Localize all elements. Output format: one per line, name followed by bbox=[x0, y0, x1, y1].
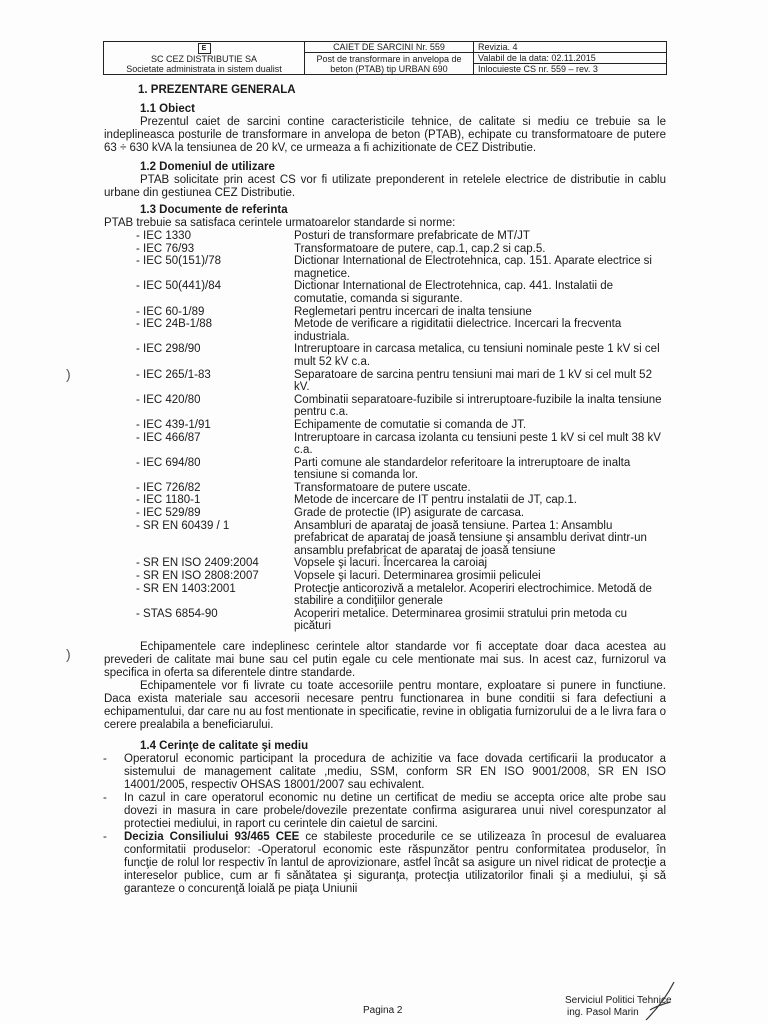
standard-row bbox=[136, 280, 662, 305]
standard-row bbox=[136, 583, 662, 608]
section-1-1-title: 1.1 Obiect bbox=[140, 103, 195, 115]
section-1-2-text: PTAB solicitate prin acest CS vor fi utilizate preponderent in retelele electrice de distributie in cablu urbane din gestiunea CEZ Distributie. bbox=[104, 174, 666, 199]
doc-title: CAIET DE SARCINI Nr. 559 bbox=[305, 42, 474, 53]
standard-code: - IEC 1180-1 bbox=[136, 494, 201, 507]
service-name: Serviciul Politici Tehnice bbox=[565, 995, 672, 1006]
document-body bbox=[104, 84, 666, 896]
standard-description: Parti comune ale standardelor referitoare la intreruptoare de inalta tensiune si comanda lor. bbox=[294, 456, 631, 482]
requirement-item: - Operatorul economic participant la procedura de achizitie va face dovada certificarii la producator a sistemului de management calitate ,mediu, SSM, conform SR EN ISO 9001/2008, SR EN ISO 14001/2005, respectiv OHSAS 18001/2007 sau echivalent. bbox=[104, 753, 666, 792]
company-admin: Societate administrata in sistem dualist bbox=[126, 64, 282, 74]
requirement-item bbox=[104, 831, 666, 896]
standard-row bbox=[136, 570, 662, 583]
standard-code: - IEC 298/90 bbox=[136, 343, 201, 356]
standard-row bbox=[136, 369, 662, 394]
cez-logo: E bbox=[198, 43, 211, 54]
decision-bold: Decizia Consiliului 93/465 CEE bbox=[124, 831, 300, 843]
standard-description: Combinatii separatoare-fuzibile si intreruptoare-fuzibile la inalta tensiune pentru c.a. bbox=[294, 393, 662, 419]
standard-code: - SR EN 1403:2001 bbox=[136, 582, 236, 595]
standards-table bbox=[136, 230, 662, 633]
standard-description: Vopsele şi lacuri. Determinarea grosimii peliculei bbox=[294, 570, 541, 583]
standard-description: Transformatoare de putere, cap.1, cap.2 si cap.5. bbox=[294, 242, 546, 255]
standard-row bbox=[136, 243, 662, 256]
standard-description: Metode de verificare a rigiditatii dielectrice. Incercari la frecventa industriala. bbox=[294, 318, 622, 343]
revision: Revizia. 4 bbox=[474, 42, 667, 53]
standard-description: Vopsele şi lacuri. Încercarea la caroiaj bbox=[294, 557, 488, 570]
standard-code: - IEC 265/1-83 bbox=[136, 368, 211, 381]
standard-row bbox=[136, 507, 662, 520]
standard-description: Grade de protectie (IP) asigurate de carcasa. bbox=[294, 507, 525, 520]
standard-code: - IEC 466/87 bbox=[136, 431, 201, 444]
handwritten-signature bbox=[640, 980, 680, 1022]
standard-code: - SR EN ISO 2808:2007 bbox=[136, 570, 259, 583]
standard-description: Echipamente de comutatie si comanda de JT. bbox=[294, 418, 527, 431]
margin-bracket-mark: ) bbox=[66, 646, 71, 662]
standard-row bbox=[136, 432, 662, 457]
signer-name: ing. Pasol Marin bbox=[567, 1007, 639, 1018]
standard-description: Transformatoare de putere uscate. bbox=[294, 481, 471, 494]
standard-code: - IEC 439-1/91 bbox=[136, 418, 211, 431]
standard-description: Metode de incercare de IT pentru instalatii de JT, cap.1. bbox=[294, 494, 577, 507]
standard-row bbox=[136, 230, 662, 243]
standard-description: Posturi de transformare prefabricate de MT/JT bbox=[294, 230, 530, 242]
section-1-3-title: 1.3 Documente de referinta bbox=[140, 204, 288, 216]
requirements-list bbox=[104, 753, 666, 896]
standard-description: Reglemetari pentru incercari de inalta tensiune bbox=[294, 305, 532, 318]
page-number: Pagina 2 bbox=[363, 1005, 403, 1016]
standard-row bbox=[136, 394, 662, 419]
standards-paragraph-1: Echipamentele care indeplinesc cerintele altor standarde vor fi acceptate doar daca acestea au prevederi de calitate mai bune sau cel putin egale cu cele mentionate mai sus. In acest caz, furnizorul va specifica in oferta sa diferentele dintre standarde. bbox=[104, 641, 666, 679]
requirement-item: - In cazul in care operatorul economic nu detine un certificat de mediu se accepta orice alte probe sau dovezi in masura in care probele/dovezile prezentate confirma asigurarea unui nivel corespunzator al protectiei mediului, in raport cu cerintele din caietul de sarcini. bbox=[104, 792, 666, 831]
margin-bracket-mark: ) bbox=[66, 366, 71, 382]
standard-row bbox=[136, 494, 662, 507]
standard-row bbox=[136, 557, 662, 570]
standard-row bbox=[136, 306, 662, 319]
section-title: 1. PREZENTARE GENERALA bbox=[138, 84, 296, 96]
company-name: SC CEZ DISTRIBUTIE SA bbox=[150, 54, 257, 64]
doc-subject: Post de transformare in anvelopa de beton (PTAB) tip URBAN 690 bbox=[305, 53, 474, 75]
company-cell bbox=[104, 42, 305, 75]
replaces: Inlocuieste CS nr. 559 – rev. 3 bbox=[474, 64, 667, 75]
standard-code: - SR EN 60439 / 1 bbox=[136, 519, 230, 532]
standard-row bbox=[136, 343, 662, 368]
standard-row bbox=[136, 608, 662, 633]
standard-row bbox=[136, 419, 662, 432]
standard-code: - IEC 694/80 bbox=[136, 456, 201, 469]
section-1-3-intro: PTAB trebuie sa satisfaca cerintele urmatoarelor standarde si norme: bbox=[104, 217, 456, 229]
standard-code: - STAS 6854-90 bbox=[136, 607, 218, 620]
standard-row bbox=[136, 255, 662, 280]
standard-code: - IEC 60-1/89 bbox=[136, 305, 205, 318]
standard-code: - IEC 1330 bbox=[136, 230, 191, 242]
section-1-2-title: 1.2 Domeniul de utilizare bbox=[140, 161, 275, 173]
standard-description: Intreruptoare in carcasa izolanta cu tensiuni peste 1 kV si cel mult 38 kV c.a. bbox=[294, 431, 661, 457]
standard-description: Acoperiri metalice. Determinarea grosimii stratului prin metoda cu picături bbox=[294, 607, 627, 633]
section-1-1-text: Prezentul caiet de sarcini contine caracteristicile tehnice, de calitate si mediu ce trebuie sa le indeplineasca posturile de transformare in anvelopa de beton (PTAB), echipate cu transformatoare de putere 63 ÷ 630 kVA la tensiunea de 20 kV, ce urmeaza a fi achizitionate de CEZ Distributie. bbox=[104, 116, 666, 154]
standard-code: - IEC 50(151)/78 bbox=[136, 255, 222, 268]
valid-date: Valabil de la data: 02.11.2015 bbox=[474, 53, 667, 64]
decision-text: ce stabileste procedurile ce se utilizeaza în procesul de evaluarea conformitatii produselor: -Operatorul economic este răspunzător pentru conformitatea produselor, în funcţie de rolul lor respectiv în lantul de aprovizionare, astfel încât sa asigure un nivel ridicat de protecţie a intereselor publice, cum ar fi sănătatea şi siguranţa, protecţia utilizatorilor finali şi a mediului, şi să garanteze o concurenţă loială pe piaţa Uniunii bbox=[124, 831, 666, 895]
standard-description: Dictionar International de Electrotehnica, cap. 441. Instalatii de comutatie, comanda si sigurante. bbox=[294, 280, 613, 305]
standard-description: Dictionar International de Electrotehnica, cap. 151. Aparate electrice si magnetice. bbox=[294, 255, 652, 280]
standard-code: - IEC 529/89 bbox=[136, 507, 201, 520]
standard-code: - IEC 726/82 bbox=[136, 481, 201, 494]
section-1-4-title: 1.4 Cerinţe de calitate şi mediu bbox=[140, 740, 309, 752]
standard-row bbox=[136, 482, 662, 495]
standards-paragraph-2: Echipamentele vor fi livrate cu toate accesoriile pentru montare, exploatare si punere in functiune. Daca exista materiale sau accesorii necesare pentru functionarea in bune conditii si fara defectiuni a echipamentului, dar care nu au fost mentionate in specificatie, revine in obligatia furnizorului de a le livra fara o cerere prealabila a beneficiarului. bbox=[104, 680, 666, 731]
standard-code: - IEC 50(441)/84 bbox=[136, 280, 222, 293]
standard-row bbox=[136, 318, 662, 343]
standard-code: - IEC 420/80 bbox=[136, 393, 201, 406]
standard-row bbox=[136, 457, 662, 482]
standard-code: - IEC 76/93 bbox=[136, 242, 195, 255]
standard-description: Protecţie anticorozivă a metalelor. Acoperiri electrochimice. Metodă de stabilire a condiţiilor generale bbox=[294, 582, 652, 608]
standard-description: Intreruptoare in carcasa metalica, cu tensiuni nominale peste 1 kV si cel mult 52 kV c.a. bbox=[294, 343, 660, 368]
standard-row bbox=[136, 520, 662, 558]
standard-description: Separatoare de sarcina pentru tensiuni mai mari de 1 kV si cel mult 52 kV. bbox=[294, 368, 652, 394]
standard-code: - IEC 24B-1/88 bbox=[136, 318, 213, 331]
standard-description: Ansambluri de aparataj de joasă tensiune. Partea 1: Ansamblu prefabricat de aparataj de joasă tensiune şi ansamblu derivat dintr-un ansamblu prefabricat de aparataj de joasă tensiune bbox=[294, 519, 647, 557]
standard-code: - SR EN ISO 2409:2004 bbox=[136, 557, 259, 570]
document-header-table bbox=[103, 41, 667, 75]
